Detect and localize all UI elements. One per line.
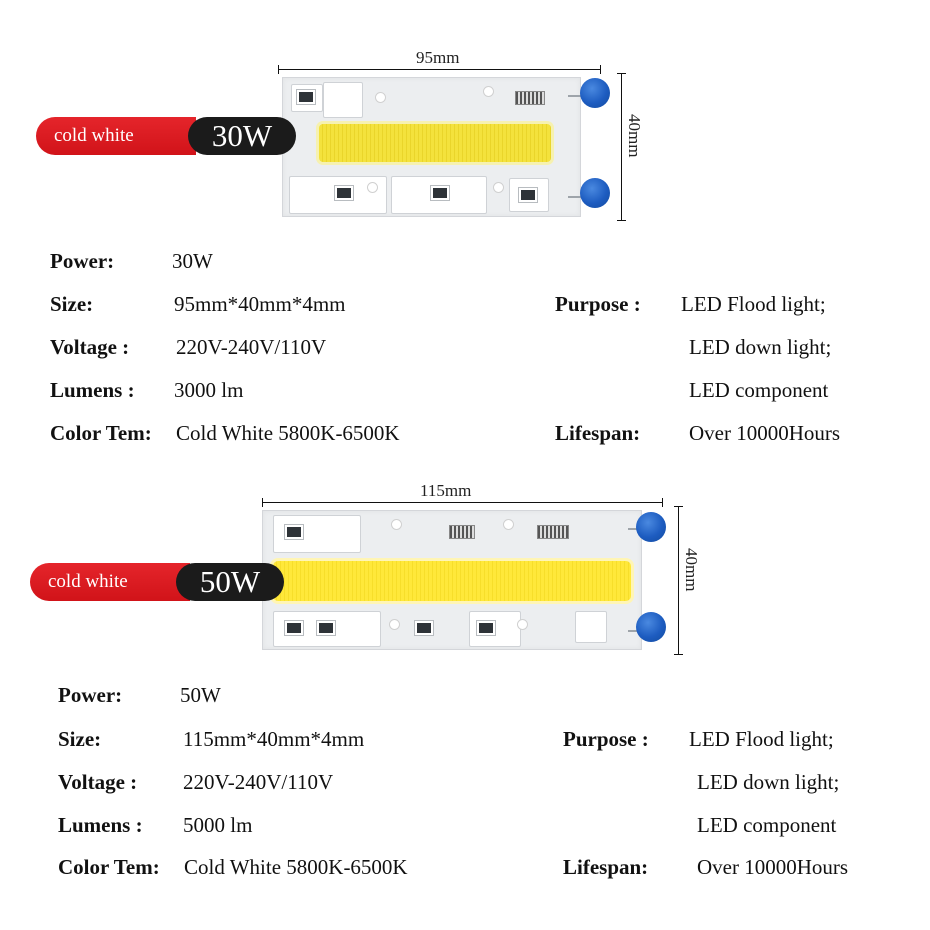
voltage-value: 220V-240V/110V <box>176 335 327 359</box>
lifespan-label: Lifespan: <box>555 421 641 445</box>
width-dimension-label: 115mm <box>420 481 472 500</box>
power-label: Power: <box>58 683 123 707</box>
power-value: 30W <box>172 249 213 273</box>
height-dimension-tick-top <box>674 506 683 507</box>
mount-hole <box>367 182 378 193</box>
chip <box>415 621 433 635</box>
badge-50w <box>30 563 261 601</box>
cob-led-strip <box>319 124 551 162</box>
color-tem-label: Color Tem: <box>58 855 160 879</box>
purpose-value: LED component <box>697 813 837 837</box>
lumens-label: Lumens : <box>58 813 143 837</box>
height-dimension-label: 40mm <box>682 548 701 592</box>
mount-hole <box>517 619 528 630</box>
capacitor-bottom <box>636 612 666 642</box>
lifespan-label: Lifespan: <box>563 855 649 879</box>
chip <box>431 186 449 200</box>
width-dimension-tick-left <box>262 498 263 507</box>
capacitor-bottom <box>580 178 610 208</box>
led-board-image <box>262 510 642 650</box>
lifespan-value: Over 10000Hours <box>697 855 849 879</box>
width-dimension-line <box>278 69 600 70</box>
height-dimension-line <box>621 73 622 220</box>
lumens-label: Lumens : <box>50 378 135 402</box>
resistor <box>449 525 475 539</box>
color-tem-value: Cold White 5800K-6500K <box>176 421 400 445</box>
purpose-value: LED Flood light; <box>681 292 826 316</box>
purpose-value: LED down light; <box>689 335 832 359</box>
color-tem-value: Cold White 5800K-6500K <box>184 855 408 879</box>
color-tem-label: Color Tem: <box>50 421 152 445</box>
mount-hole <box>503 519 514 530</box>
chip <box>297 90 315 104</box>
size-value: 95mm*40mm*4mm <box>174 292 346 316</box>
chip <box>285 621 303 635</box>
lumens-value: 5000 lm <box>183 813 253 837</box>
width-dimension-line <box>262 502 662 503</box>
led-board-image <box>282 77 581 217</box>
power-label: Power: <box>50 249 115 273</box>
chip <box>285 525 303 539</box>
chip <box>477 621 495 635</box>
badge-color-label: cold white <box>30 563 190 601</box>
lumens-value: 3000 lm <box>174 378 244 402</box>
mount-hole <box>375 92 386 103</box>
width-dimension-tick-left <box>278 65 279 74</box>
pad <box>575 611 607 643</box>
badge-30w <box>36 117 273 155</box>
lifespan-value: Over 10000Hours <box>689 421 841 445</box>
purpose-label: Purpose : <box>555 292 641 316</box>
chip <box>335 186 353 200</box>
size-label: Size: <box>50 292 94 316</box>
voltage-value: 220V-240V/110V <box>183 770 334 794</box>
height-dimension-line <box>678 506 679 654</box>
height-dimension-tick-top <box>617 73 626 74</box>
badge-watt-label: 50W <box>176 563 284 601</box>
badge-watt-label: 30W <box>188 117 296 155</box>
size-label: Size: <box>58 727 102 751</box>
capacitor-top <box>580 78 610 108</box>
voltage-label: Voltage : <box>58 770 138 794</box>
mount-hole <box>391 519 402 530</box>
height-dimension-label: 40mm <box>625 114 644 158</box>
chip <box>317 621 335 635</box>
mount-hole <box>389 619 400 630</box>
purpose-value: LED Flood light; <box>689 727 834 751</box>
purpose-value: LED down light; <box>697 770 840 794</box>
mount-hole <box>483 86 494 97</box>
power-value: 50W <box>180 683 221 707</box>
badge-color-label: cold white <box>36 117 196 155</box>
chip <box>519 188 537 202</box>
width-dimension-tick-right <box>600 65 601 74</box>
height-dimension-tick-bottom <box>617 220 626 221</box>
voltage-label: Voltage : <box>50 335 130 359</box>
size-value: 115mm*40mm*4mm <box>183 727 365 751</box>
resistor <box>515 91 545 105</box>
capacitor-top <box>636 512 666 542</box>
purpose-label: Purpose : <box>563 727 649 751</box>
mount-hole <box>493 182 504 193</box>
cob-led-strip <box>273 561 631 601</box>
width-dimension-label: 95mm <box>416 48 460 67</box>
purpose-value: LED component <box>689 378 829 402</box>
pad <box>323 82 363 118</box>
resistor <box>537 525 569 539</box>
width-dimension-tick-right <box>662 498 663 507</box>
height-dimension-tick-bottom <box>674 654 683 655</box>
